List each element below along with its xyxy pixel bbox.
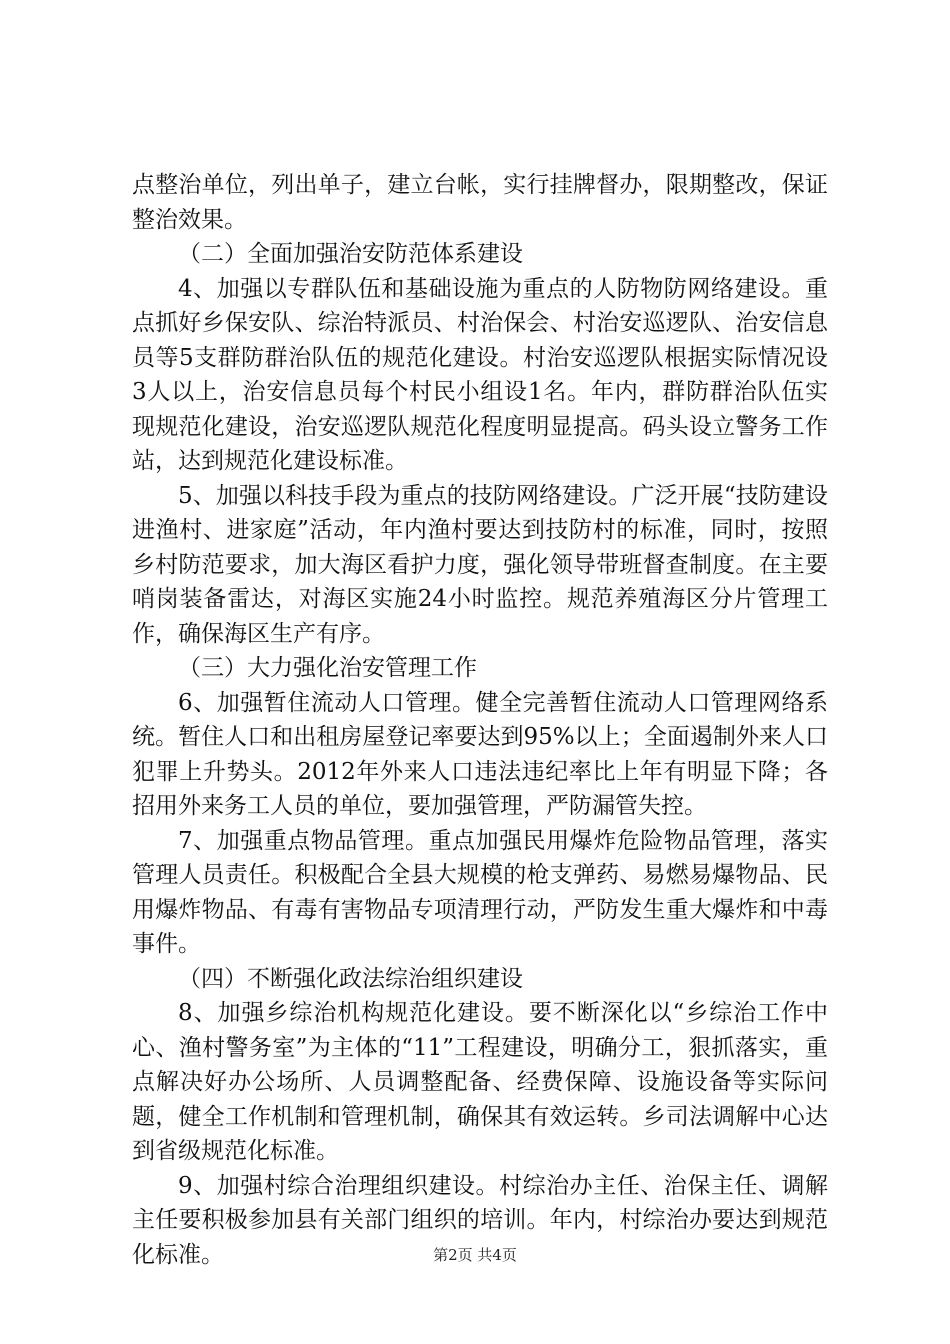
paragraph-item-7: 7、加强重点物品管理。重点加强民用爆炸危险物品管理，落实管理人员责任。积极配合全县大规模的枪支弹药、易燃易爆物品、民用爆炸物品、有毒有害物品专项清理行动，严防发生重大爆炸和中毒事件。 xyxy=(132,827,828,957)
paragraph-item-4: 4、加强以专群队伍和基础设施为重点的人防物防网络建设。重点抓好乡保安队、综治特派员、村治保会、村治安巡逻队、治安信息员等5支群防群治队伍的规范化建设。村治安巡逻队根据实际情况设3人以上，治安信息员每个村民小组设1名。年内，群防群治队伍实现规范化建设，治安巡逻队规范化程度明显提高。码头设立警务工作站，达到规范化建设标准。 xyxy=(132,275,828,474)
paragraph-item-9: 9、加强村综合治理组织建设。村综治办主任、治保主任、调解主任要积极参加县有关部门组织的培训。年内，村综治办要达到规范化标准。 xyxy=(132,1172,828,1268)
paragraph-item-5: 5、加强以科技手段为重点的技防网络建设。广泛开展“技防建设进渔村、进家庭”活动，年内渔村要达到技防村的标准，同时，按照乡村防范要求，加大海区看护力度，强化领导带班督查制度。在主要哨岗装备雷达，对海区实施24小时监控。规范养殖海区分片管理工作，确保海区生产有序。 xyxy=(132,482,828,647)
section-heading-4: （四）不断强化政法综治组织建设 xyxy=(178,965,523,992)
paragraph-item-8: 8、加强乡综治机构规范化建设。要不断深化以“乡综治工作中心、渔村警务室”为主体的“11”工程建设，明确分工，狠抓落实，重点解决好办公场所、人员调整配备、经费保障、设施设备等实际问题，健全工作机制和管理机制，确保其有效运转。乡司法调解中心达到省级规范化标准。 xyxy=(132,1000,828,1164)
page-footer: 第2页 共4页 xyxy=(433,1246,517,1264)
section-heading-2: （二）全面加强治安防范体系建设 xyxy=(178,241,523,267)
paragraph-continuation: 点整治单位，列出单子，建立台帐，实行挂牌督办，限期整改，保证整治效果。 xyxy=(132,172,828,233)
section-heading-3: （三）大力强化治安管理工作 xyxy=(178,655,477,681)
document-body xyxy=(132,168,828,1272)
paragraph-item-6: 6、加强暂住流动人口管理。健全完善暂住流动人口管理网络系统。暂住人口和出租房屋登记率要达到95%以上；全面遏制外来人口犯罪上升势头。2012年外来人口违法违纪率比上年有明显下降；各招用外来务工人员的单位，要加强管理，严防漏管失控。 xyxy=(132,689,828,819)
